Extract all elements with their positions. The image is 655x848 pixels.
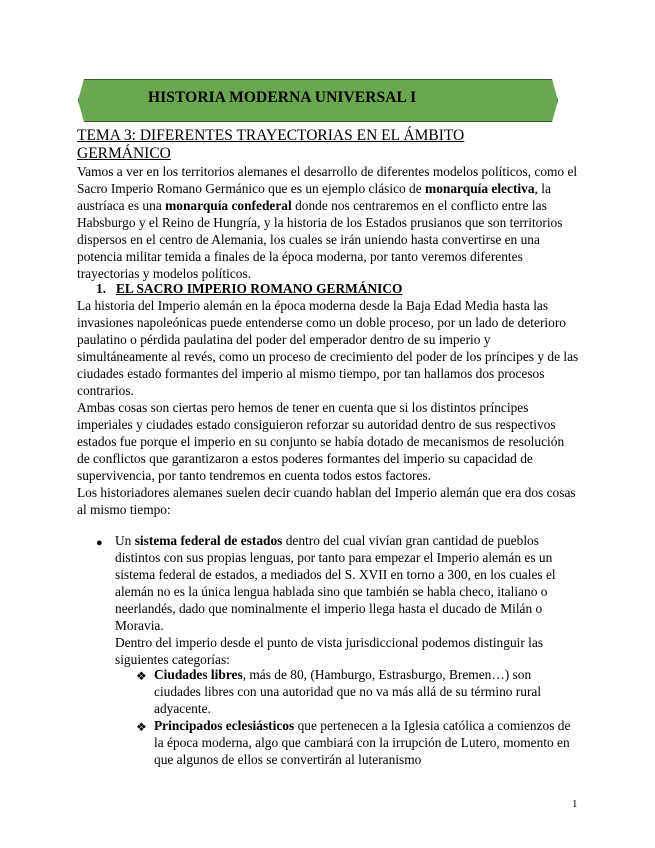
paragraph-3: Los historiadores alemanes suelen decir cuando hablan del Imperio alemán que era dos cosas al mismo tiempo:: [77, 485, 576, 517]
subitem: [154, 666, 572, 717]
intro-paragraph: [77, 163, 579, 282]
section-heading: [96, 280, 402, 297]
section-number: 1.: [96, 281, 107, 296]
subitem-bold: Ciudades libres: [154, 667, 243, 682]
subitem-text: que pertenecen a la Iglesia católica a comienzos de la época moderna, algo que cambiará con la irrupción de Lutero, momento en que algunos de ellos se convertirán al luteranismo: [154, 718, 571, 767]
paragraph-2: Ambas cosas son ciertas pero hemos de tener en cuenta que si los distintos príncipes imperiales y ciudades estado consiguieron reforzar su autoridad dentro de sus respectivos estados fue porque el imperio en su conjunto se había dotado de mecanismos de resolución de conflictos que garantizaron a estos poderes formantes del imperio su capacidad de supervivencia, por tanto tendremos en cuenta todos estos factores.: [77, 400, 565, 483]
intro-bold-1: monarquía electiva: [425, 181, 535, 196]
bullet-pre: Un: [115, 533, 135, 548]
course-title: HISTORIA MODERNA UNIVERSAL I: [148, 89, 417, 106]
bullet-bold: sistema federal de estados: [134, 533, 283, 548]
section-title: EL SACRO IMPERIO ROMANO GERMÁNICO: [116, 281, 403, 296]
subitem-bold: Principados eclesiásticos: [154, 718, 295, 733]
bullet-text: dentro del cual vivían gran cantidad de pueblos distintos con sus propias lenguas, por tanto para empezar el Imperio alemán es un sistema federal de estados, a mediados del S. XVII en torno a 300, en los cuales el alemán no es la única lengua hablada sino que también se habla checo, italiano o neerlandés, dado que nominalmente el imperio llega hasta el ducado de Milán o Moravia.: [115, 533, 556, 633]
subitem-marker: ❖: [136, 669, 147, 683]
paragraph-1: La historia del Imperio alemán en la época moderna desde la Baja Edad Media hasta las invasiones napoleónicas puede entenderse como un doble proceso, por un lado de deterioro paulatino o pérdida paulatina del poder del emperador dentro de su imperio y simultáneamente al revés, como un proceso de crecimiento del poder de los príncipes y de las ciudades estado formantes del imperio al mismo tiempo, por tan hallamos dos procesos contrarios.: [77, 298, 579, 398]
intro-text-1: Vamos a ver en los territorios alemanes el desarrollo de diferentes modelos políticos, como el Sacro Imperio Romano Germánico que es un ejemplo clásico de: [77, 164, 578, 196]
tema-heading: TEMA 3: DIFERENTES TRAYECTORIAS EN EL ÁMBITO GERMÁNICO: [77, 127, 465, 162]
subitem: [154, 717, 572, 768]
intro-text-3: donde nos centraremos en el conflicto entre las Habsburgo y el Reino de Hungría, y la historia de los Estados prusianos que son territorios dispersos en el centro de Alemania, los cuales se irán uniendo hasta convertirse en una potencia militar temida a finales de la época moderna, por tanto veremos diferentes trayectorias y modelos políticos.: [77, 198, 563, 281]
page-number: 1: [572, 798, 578, 810]
bullet-marker: ●: [96, 537, 103, 549]
subitem-marker: ❖: [136, 720, 147, 734]
bullet-item: [115, 532, 577, 668]
intro-bold-2: monarquía confederal: [165, 198, 292, 213]
subitem-text: , más de 80, (Hamburgo, Estrasburgo, Bremen…) son ciudades libres con una autoridad que no va más allá de su término rural adyacente.: [154, 667, 542, 716]
intro-text-2: , la austríaca es una: [77, 181, 551, 213]
body-paragraphs: [77, 297, 579, 518]
bullet-sub: Dentro del imperio desde el punto de vista jurisdiccional podemos distinguir las siguientes categorías:: [115, 635, 544, 667]
